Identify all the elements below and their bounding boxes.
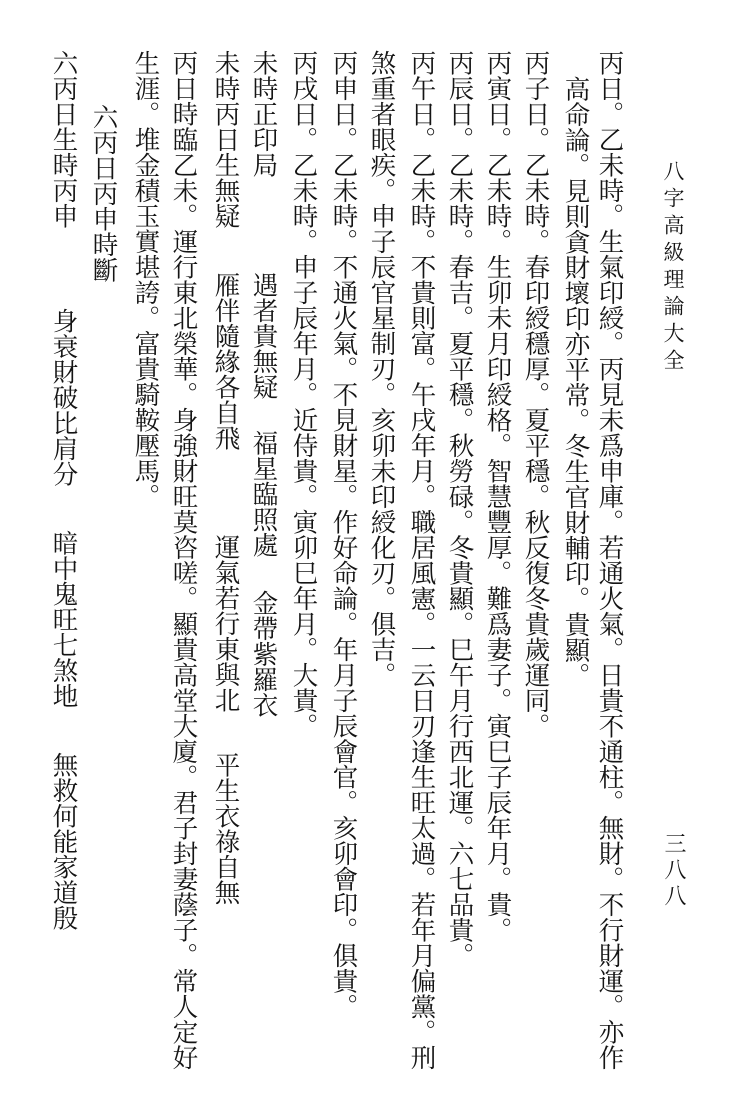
text-column: 丙戌日。乙未時。申子辰年月。近侍貴。寅卯巳年月。大貴。 <box>288 50 319 739</box>
verse-line: 平生衣祿自無 <box>210 752 241 905</box>
text-column: 丙日。乙未時。生氣印綬。丙見未爲申庫。若通火氣。日貴不通柱。無財。不行財運。亦作 <box>594 50 625 1070</box>
verse-line: 暗中鬼旺七煞地 <box>48 530 79 709</box>
verse-line: 六丙日生時丙申 <box>48 50 79 229</box>
text-column: 丙辰日。乙未時。春吉。夏平穩。秋勞碌。冬貴顯。巳午月行西北運。六七品貴。 <box>444 50 475 968</box>
verse-line: 遇者貴無疑 <box>248 272 279 400</box>
text-column: 丙寅日。乙未時。生卯未月印綬格。智慧豐厚。難爲妻子。寅巳子辰年月。貴。 <box>482 50 513 943</box>
page-number: 三八八 <box>661 832 686 910</box>
text-column: 煞重者眼疾。申子辰官星制刃。亥卯未印綬化刃。俱吉。 <box>366 50 397 688</box>
verse-line: 身衰財破比肩分 <box>48 308 79 487</box>
text-column: 丙午日。乙未時。不貴則富。午戌年月。職居風憲。一云日刃逢生旺太過。若年月偏黨。刑 <box>406 50 437 1070</box>
verse-title: 未時正印局 <box>248 50 279 178</box>
verse-line: 雁伴隨緣各自飛 <box>210 272 241 451</box>
verse-line: 金帶紫羅衣 <box>248 590 279 718</box>
section-title: 六丙日丙申時斷 <box>88 104 119 283</box>
text-column: 丙子日。乙未時。春印綬穩厚。夏平穩。秋反復冬貴歲運同。 <box>520 50 551 739</box>
book-title: 八字高級理論大全 <box>661 160 685 376</box>
verse-line: 未時丙日生無疑 <box>210 50 241 229</box>
verse-line: 運氣若行東與北 <box>210 534 241 713</box>
verse-line: 福星臨照處 <box>248 430 279 558</box>
verse-line: 無救何能家道殷 <box>48 752 79 931</box>
text-column: 丙申日。乙未時。不通火氣。不見財星。作好命論。年月子辰會官。亥卯會印。俱貴。 <box>328 50 359 1019</box>
text-column: 生涯。堆金積玉實堪誇。富貴騎鞍壓馬。 <box>130 50 161 509</box>
text-column: 高命論。見則貪財壞印亦平常。冬生官財輔印。貴顯。 <box>560 76 591 688</box>
text-column: 丙日時臨乙未。運行東北榮華。身強財旺莫咨嗟。顯貴高堂大廈。君子封妻蔭子。常人定好 <box>168 50 199 1070</box>
